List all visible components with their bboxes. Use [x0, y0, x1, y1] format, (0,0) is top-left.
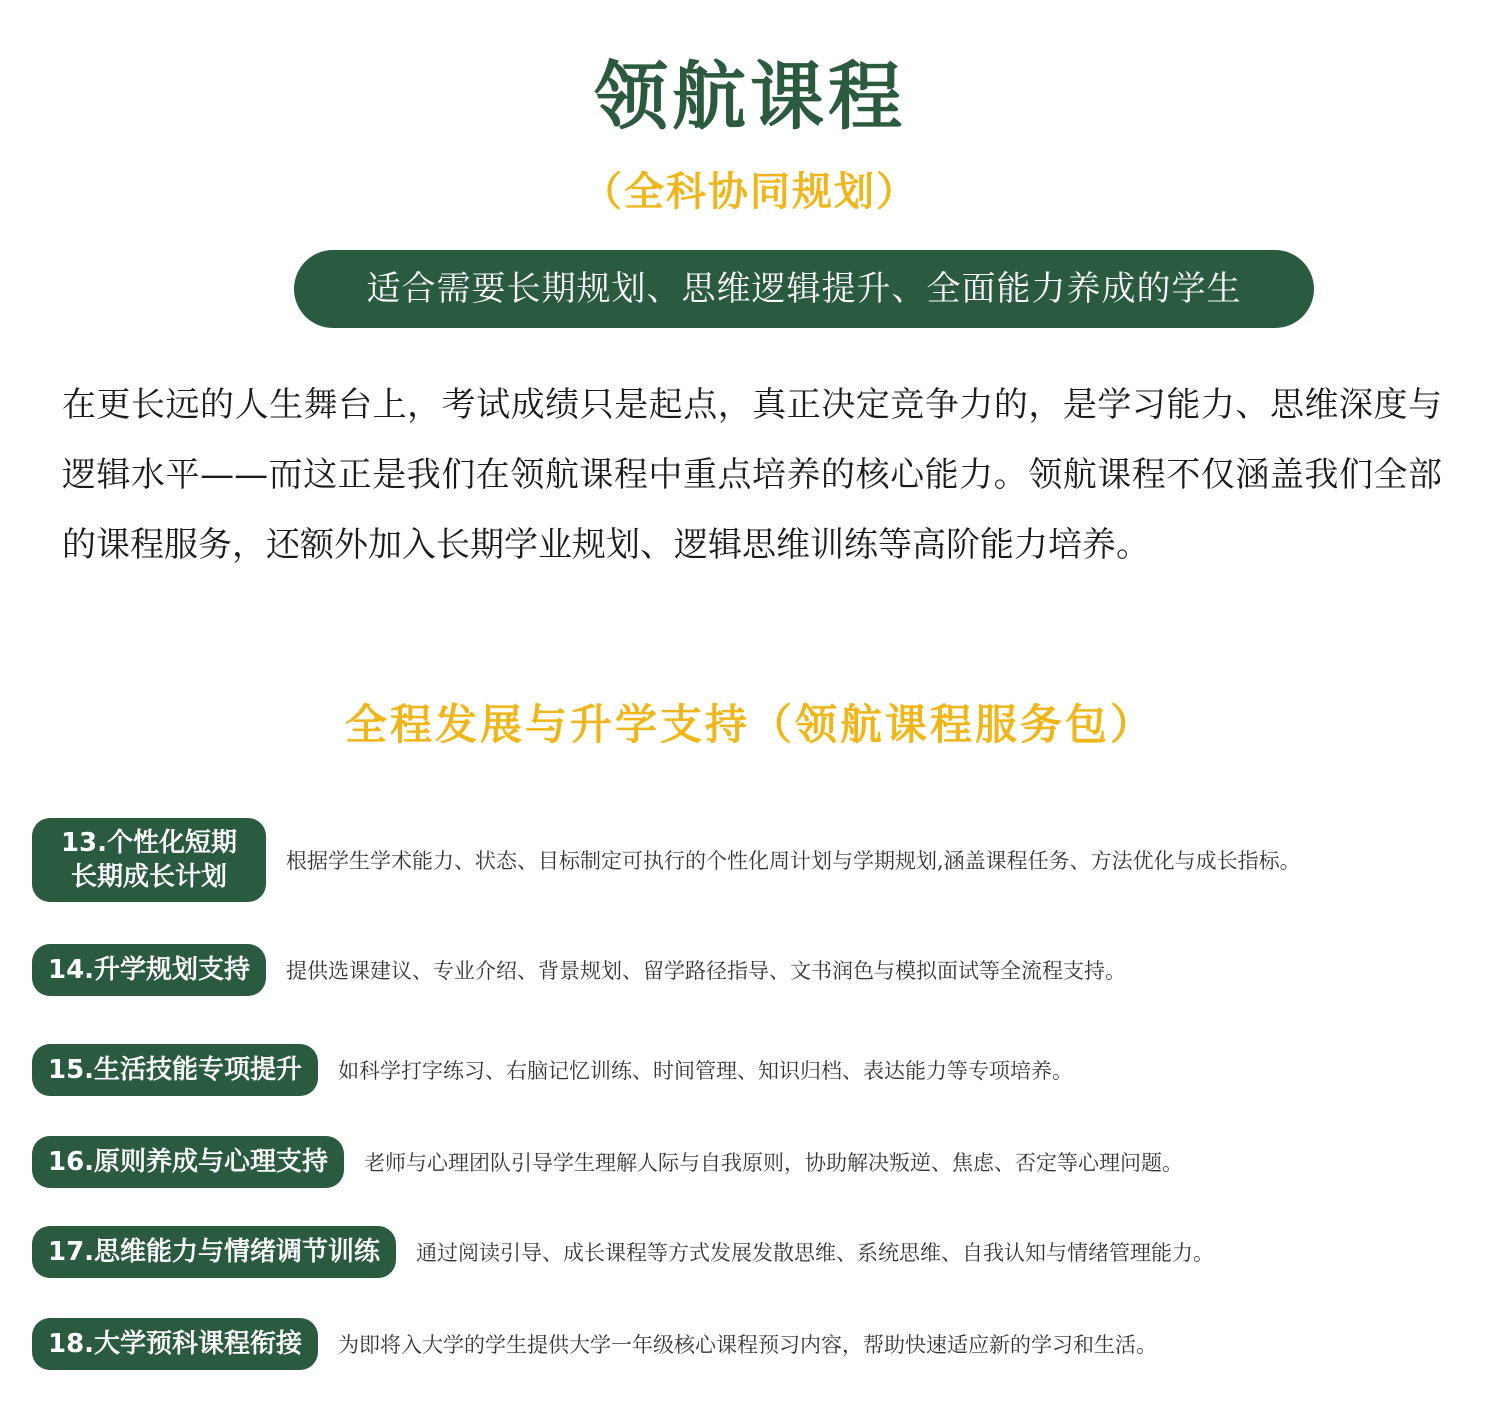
service-item-15	[32, 1044, 1073, 1096]
service-tag: 15.生活技能专项提升	[32, 1044, 318, 1096]
service-description: 如科学打字练习、右脑记忆训练、时间管理、知识归档、表达能力等专项培养。	[338, 1059, 1074, 1083]
service-item-13	[32, 818, 1301, 902]
audience-banner: 适合需要长期规划、思维逻辑提升、全面能力养成的学生	[294, 250, 1314, 328]
page-subtitle: （全科协同规划）	[582, 169, 918, 215]
service-tag	[32, 818, 266, 902]
service-tag-line2: 长期成长计划	[70, 862, 227, 892]
service-item-17	[32, 1226, 1214, 1278]
service-description: 根据学生学术能力、状态、目标制定可执行的个性化周计划与学期规划,涵盖课程任务、方法优化与成长指标。	[286, 849, 1301, 873]
page-title: 领航课程	[594, 54, 906, 140]
service-tag: 16.原则养成与心理支持	[32, 1136, 344, 1188]
service-description: 提供选课建议、专业介绍、背景规划、留学路径指导、文书润色与模拟面试等全流程支持。	[286, 959, 1127, 983]
service-tag: 18.大学预科课程衔接	[32, 1318, 318, 1370]
service-description: 老师与心理团队引导学生理解人际与自我原则，协助解决叛逆、焦虑、否定等心理问题。	[364, 1151, 1184, 1175]
service-tag: 17.思维能力与情绪调节训练	[32, 1226, 396, 1278]
service-item-14	[32, 944, 1126, 996]
service-description: 通过阅读引导、成长课程等方式发展发散思维、系统思维、自我认知与情绪管理能力。	[416, 1241, 1215, 1265]
service-tag-line1: 13.个性化短期	[60, 828, 238, 858]
service-tag: 14.升学规划支持	[32, 944, 266, 996]
service-item-16	[32, 1136, 1183, 1188]
service-item-18	[32, 1318, 1157, 1370]
intro-paragraph: 在更长远的人生舞台上，考试成绩只是起点，真正决定竞争力的，是学习能力、思维深度与逻辑水平——而这正是我们在领航课程中重点培养的核心能力。领航课程不仅涵盖我们全部的课程服务，还额外加入长期学业规划、逻辑思维训练等高阶能力培养。	[62, 385, 1442, 565]
section-title: 全程发展与升学支持（领航课程服务包）	[344, 700, 1155, 749]
service-description: 为即将入大学的学生提供大学一年级核心课程预习内容，帮助快速适应新的学习和生活。	[338, 1333, 1158, 1357]
